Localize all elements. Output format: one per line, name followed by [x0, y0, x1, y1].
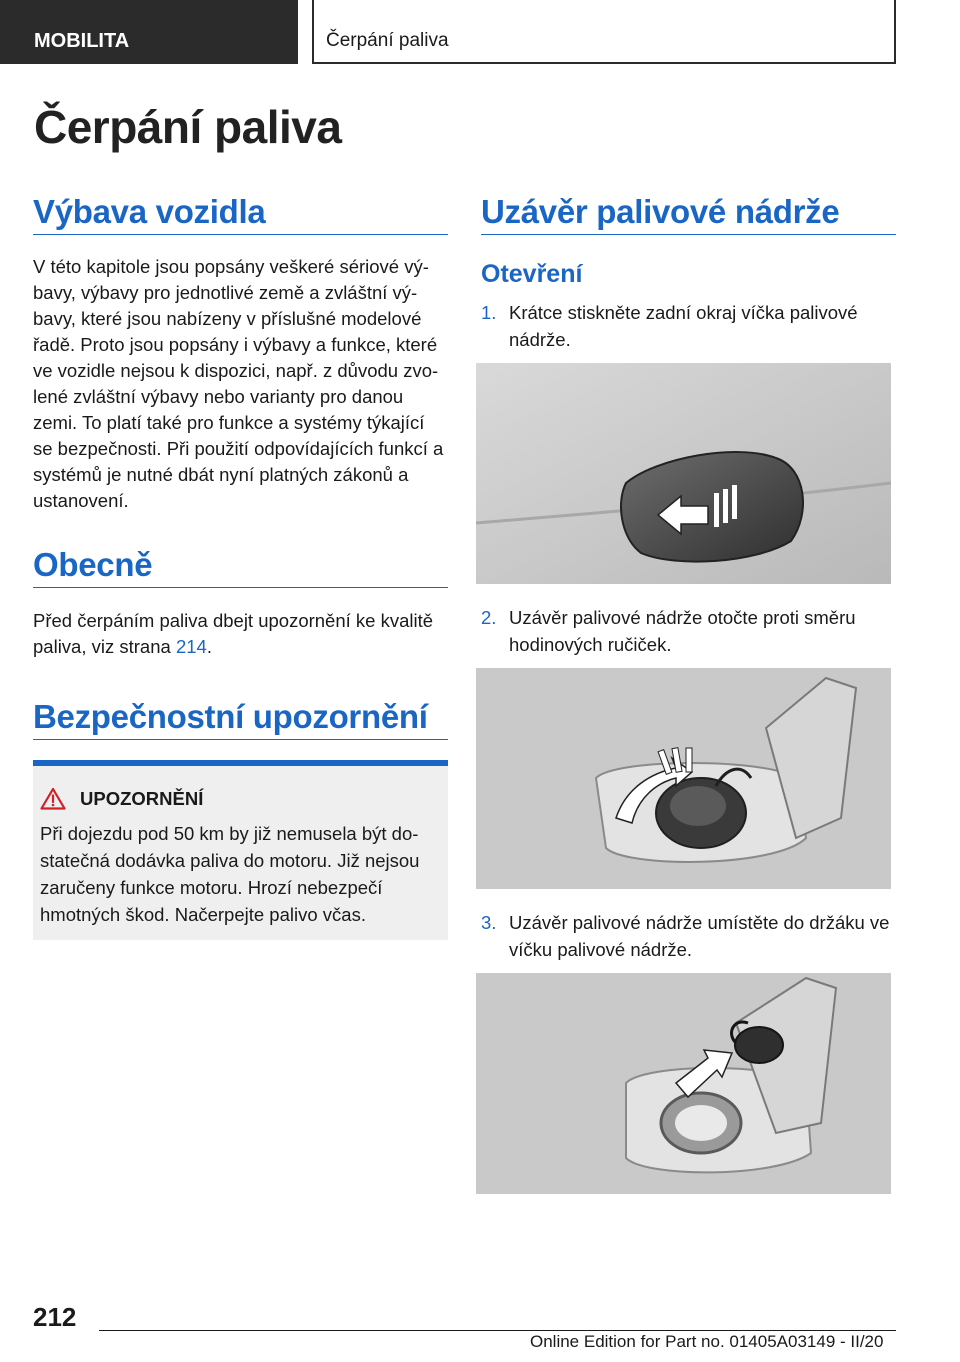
step-line: víčku palivové nádrže.: [509, 939, 693, 960]
heading-equipment: Výbava vozidla: [33, 193, 266, 230]
footer-rule: [99, 1330, 896, 1331]
heading-general: Obecně: [33, 546, 153, 583]
equipment-paragraph: [33, 254, 453, 514]
header-section-label: MOBILITA: [34, 30, 130, 52]
step-line: Uzávěr palivové nádrže otočte proti směru: [509, 607, 856, 628]
general-line: Před čerpáním paliva dbejt upozornění ke kvalitě: [33, 610, 434, 631]
warning-line: hmotných škod. Načerpejte palivo včas.: [40, 904, 366, 925]
subheading-opening: Otevření: [481, 260, 583, 288]
equipment-line: ustanovení.: [33, 490, 129, 511]
rule-safety: [33, 739, 448, 740]
fuel-cap-holder-illustration: [476, 973, 891, 1194]
step-line: Uzávěr palivové nádrže umístěte do držáku ve: [509, 912, 890, 933]
heading-safety: Bezpečnostní upozornění: [33, 698, 428, 735]
step-number: 3.: [481, 912, 497, 933]
equipment-line: zemi. To platí také pro funkce a systémy týkající: [33, 412, 425, 433]
rule-fuel-cap: [481, 234, 896, 235]
general-line-end: .: [206, 636, 212, 657]
warning-line: Při dojezdu pod 50 km by již nemusela být do‐: [40, 823, 419, 844]
header-section-tab: [0, 0, 298, 64]
step-line: Krátce stiskněte zadní okraj víčka palivové: [509, 302, 858, 323]
page-reference-link[interactable]: 214: [175, 636, 207, 657]
page-number: 212: [33, 1302, 77, 1332]
step-text: [509, 909, 889, 963]
equipment-line: lené zvláštní výbavy nebo varianty pro danou: [33, 386, 404, 407]
step-line: nádrže.: [509, 329, 571, 350]
rule-equipment: [33, 234, 448, 235]
step-number: 2.: [481, 607, 497, 628]
step-text: [509, 299, 858, 353]
equipment-line: systémů je nutné dbát nyní platných zákonů a: [33, 464, 409, 485]
equipment-line: bavy, které jsou nabízeny v příslušné modelové: [33, 308, 422, 329]
general-line: [33, 634, 453, 660]
warning-line: zaručeny funkce motoru. Hrozí nebezpečí: [40, 877, 383, 898]
step-3: [481, 909, 896, 963]
general-line-text: paliva, viz strana: [33, 636, 176, 657]
heading-fuel-cap: Uzávěr palivové nádrže: [481, 193, 840, 230]
equipment-line: řadě. Proto jsou popsány i výbavy a funkce, které: [33, 334, 438, 355]
warning-header: [40, 787, 203, 810]
rule-general: [33, 587, 448, 588]
equipment-line: bavy, výbavy pro jednotlivé země a zvláštní vý‐: [33, 282, 418, 303]
step-1: [481, 299, 896, 353]
figure-place-cap: [476, 973, 891, 1194]
page-title: Čerpání paliva: [34, 101, 342, 153]
general-paragraph: [33, 608, 453, 660]
equipment-line: V této kapitole jsou popsány veškeré sériové vý‐: [33, 256, 429, 277]
warning-text: [40, 820, 440, 928]
step-2: [481, 604, 896, 658]
header-chapter-tab: [312, 0, 896, 64]
step-text: [509, 604, 856, 658]
figure-turn-cap: [476, 668, 891, 889]
warning-title: UPOZORNĚNÍ: [80, 787, 204, 809]
equipment-line: se bezpečnosti. Při použití odpovídajících funkcí a: [33, 438, 444, 459]
warning-line: statečná dodávka paliva do motoru. Již nejsou: [40, 850, 420, 871]
equipment-line: ve vozidle nejsou k dispozici, např. z důvodu zvo‐: [33, 360, 439, 381]
fuel-flap-closed-illustration: [476, 363, 891, 584]
footer-edition: Online Edition for Part no. 01405A03149 - II/20: [530, 1332, 884, 1351]
header-chapter-label: Čerpání paliva: [326, 30, 449, 51]
figure-press-flap: [476, 363, 891, 584]
step-number: 1.: [481, 302, 497, 323]
fuel-cap-turn-illustration: [476, 668, 891, 889]
step-line: hodinových ručiček.: [509, 634, 672, 655]
warning-triangle-icon: [40, 787, 66, 810]
